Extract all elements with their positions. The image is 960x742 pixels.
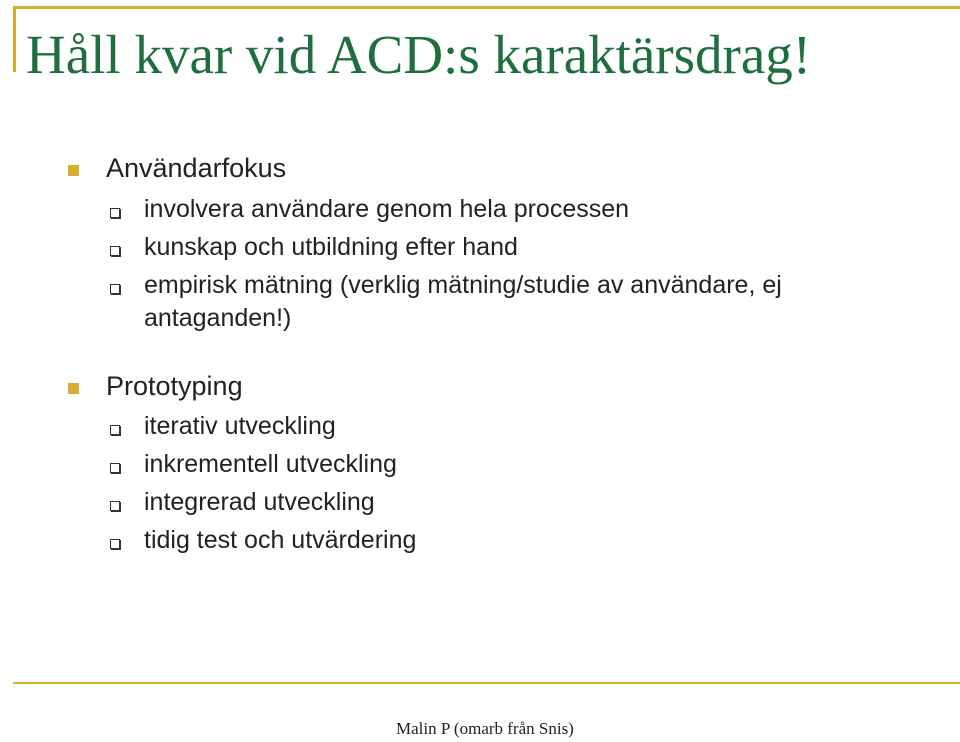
slide-title: Håll kvar vid ACD:s karaktärsdrag! bbox=[26, 24, 812, 85]
hollow-square-icon bbox=[110, 463, 120, 473]
hollow-square-icon bbox=[110, 284, 120, 294]
title-top-rule bbox=[13, 6, 960, 9]
hollow-square-icon bbox=[110, 246, 120, 256]
list-item: integrerad utveckling bbox=[144, 488, 375, 516]
hollow-square-icon bbox=[110, 208, 120, 218]
hollow-square-icon bbox=[110, 501, 120, 511]
filled-square-icon bbox=[68, 383, 79, 394]
list-item: inkrementell utveckling bbox=[144, 450, 397, 478]
list-item: tidig test och utvärdering bbox=[144, 526, 417, 554]
list-item: involvera användare genom hela processen bbox=[144, 195, 630, 223]
list-item: iterativ utveckling bbox=[144, 412, 336, 440]
section-heading: Prototyping bbox=[106, 371, 243, 401]
hollow-square-icon bbox=[110, 425, 120, 435]
slide-footer: Malin P (omarb från Snis) bbox=[396, 719, 574, 738]
list-item: empirisk mätning (verklig mätning/studie av användare, ej antaganden!) bbox=[144, 271, 782, 332]
footer-rule bbox=[13, 682, 960, 684]
list-item: kunskap och utbildning efter hand bbox=[144, 233, 518, 261]
title-left-rule bbox=[13, 6, 16, 72]
section-heading: Användarfokus bbox=[106, 153, 287, 183]
filled-square-icon bbox=[68, 165, 79, 176]
hollow-square-icon bbox=[110, 539, 120, 549]
